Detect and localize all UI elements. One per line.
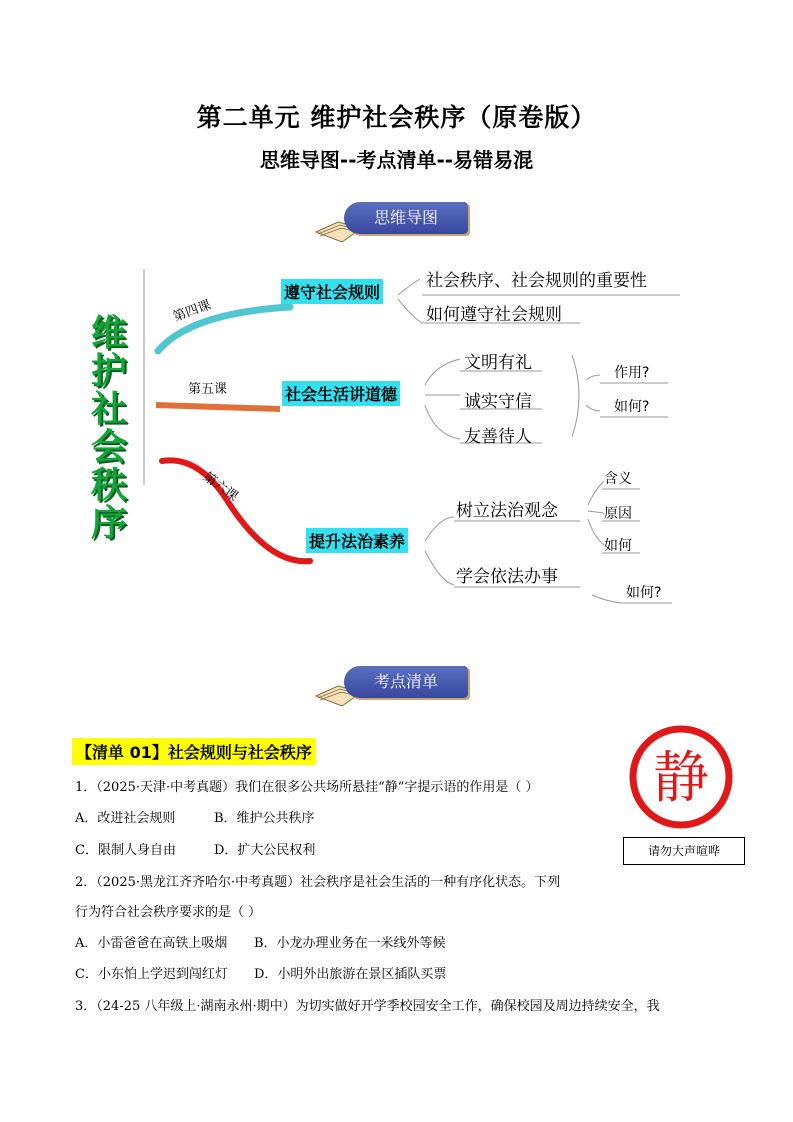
lesson4-label: 第四课 [171,297,214,326]
question-1-option: D．扩大公民权利 [214,843,316,858]
lesson6-sub: 原因 [604,506,632,522]
lesson6-label: 第六课 [200,469,241,505]
connector [586,405,600,411]
lesson5-point: 友善待人 [464,427,532,447]
lesson6-topic: 提升法治素养 [306,528,408,553]
connector [588,511,604,513]
quiet-seal-image [628,724,734,830]
lesson5-sub: 如何? [614,399,650,415]
lesson4-point: 社会秩序、社会规则的重要性 [426,271,647,291]
lesson6-branch [162,460,310,561]
mindmap-badge-label: 思维导图 [344,202,468,234]
page-subtitle: 思维导图--考点清单--易错易混 [259,148,534,172]
question-1-stem: 1．（2025·天津·中考真题）我们在很多公共场所悬挂“静”字提示语的作用是（ ） [75,780,539,795]
connector [586,375,600,380]
question-2-stem-cont: 行为符合社会秩序要求的是（ ） [75,905,262,920]
lesson5-point: 诚实守信 [464,392,532,412]
lesson4-topic: 遵守社会规则 [281,279,383,304]
question-1-option: B．维护公共秩序 [214,811,315,826]
connector [425,405,460,439]
question-2-option: D．小明外出旅游在景区插队买票 [254,967,447,982]
checklist-heading: 【清单 01】社会规则与社会秩序 [72,738,316,765]
connector [398,279,420,295]
connector [588,519,604,545]
connector [588,481,604,505]
checklist-badge-label: 考点清单 [344,666,468,698]
question-1-option: A．改进社会规则 [75,811,176,826]
question-2-option: C．小东怕上学迟到闯红灯 [75,967,228,982]
lesson5-label: 第五课 [188,382,228,397]
page-title: 第二单元 维护社会秩序（原卷版） [196,103,597,132]
lesson4-point: 如何遵守社会规则 [426,305,562,325]
quiet-notice-sign: 请勿大声喧哗 [623,837,745,865]
question-2-option: A．小雷爸爸在高铁上吸烟 [75,936,228,951]
lesson6-sub: 如何 [604,538,632,554]
connector [425,517,454,541]
question-2-stem: 2．（2025·黑龙江齐齐哈尔·中考真题）社会秩序是社会生活的一种有序化状态。下列 [75,875,561,890]
mindmap-root-char: 秩 [90,465,127,506]
mindmap-root-char: 社 [90,389,127,430]
mindmap-root-char: 序 [90,503,127,544]
lesson5-point: 文明有礼 [464,353,532,373]
question-3-stem: 3．（24-25 八年级上·湖南永州·期中）为切实做好开学季校园安全工作，确保校园及周边持续安全，我 [75,999,660,1014]
lesson6-sub: 含义 [604,471,632,487]
seal-char: 静 [653,746,709,811]
mindmap-root-char: 护 [90,351,127,392]
mindmap-section-badge [314,198,474,248]
mindmap-root-char: 会 [90,427,127,468]
lesson5-branch [156,405,280,409]
connector [425,359,460,385]
question-1-option: C．限制人身自由 [75,843,176,858]
lesson5-sub: 作用? [614,365,650,381]
lesson5-topic: 社会生活讲道德 [282,381,400,406]
lesson6-point: 学会依法办事 [456,567,558,587]
connector [398,299,422,323]
brace [572,355,579,437]
checklist-section-badge [314,662,474,712]
lesson6-point: 树立法治观念 [456,501,558,521]
connector [592,595,620,603]
mindmap-root-char: 维 [90,313,127,354]
question-2-option: B．小龙办理业务在一米线外等候 [254,936,446,951]
lesson6-sub: 如何? [626,585,662,601]
connector [425,551,454,585]
